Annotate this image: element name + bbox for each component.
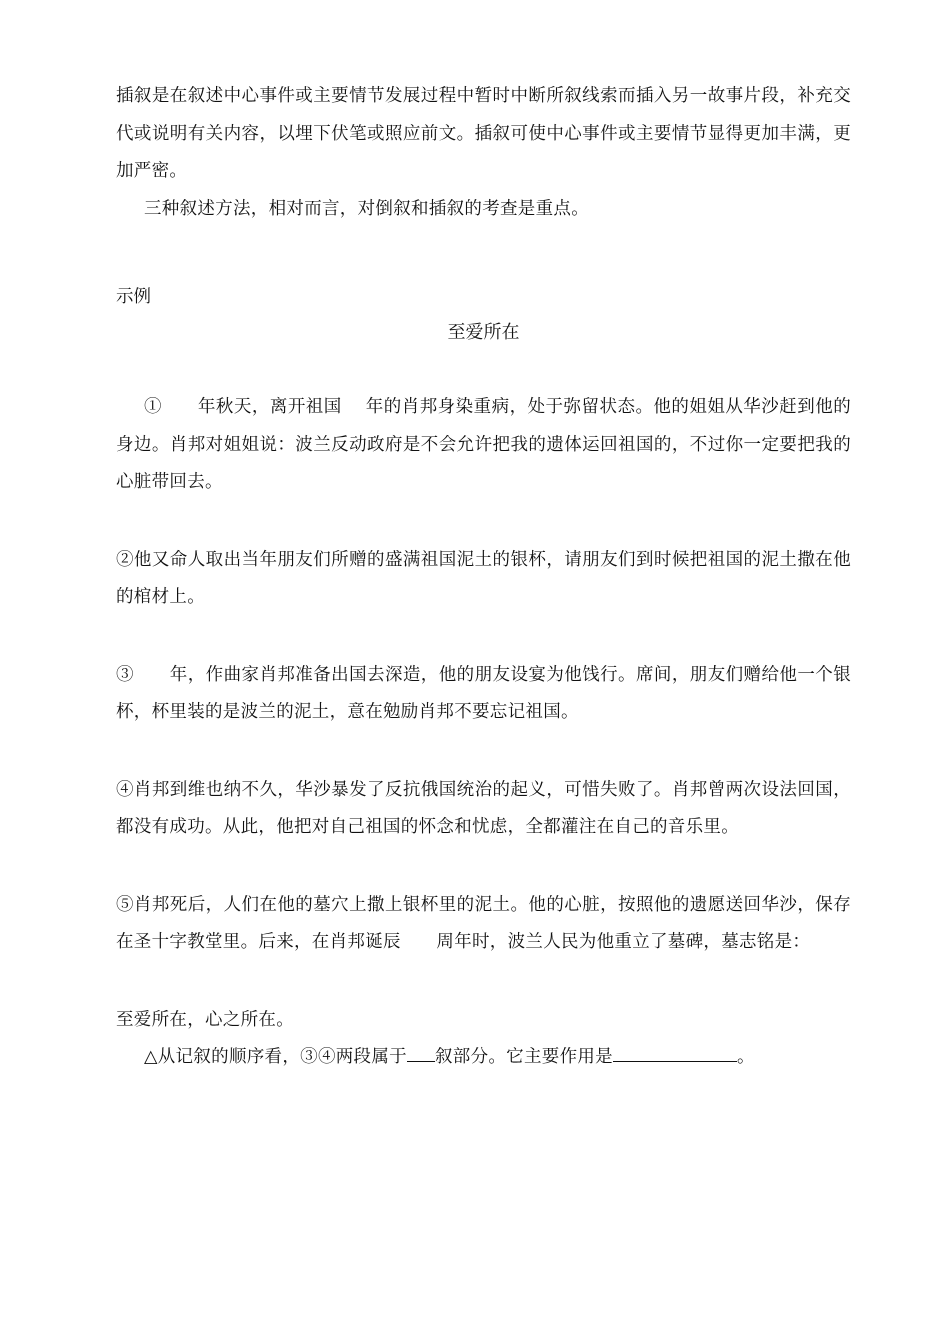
question-text-2: 叙部分。它主要作用是 (434, 1047, 613, 1067)
spacer (116, 962, 851, 1002)
example-title: 至爱所在 (447, 322, 520, 343)
example-paragraph-4: ④肖邦到维也纳不久，华沙暴发了反抗俄国统治的起义，可惜失败了。肖邦曾两次设法回国，都没有成功。从此，他把对自己祖国的怀念和忧虑，全都灌注在自己的音乐里。 (116, 779, 851, 837)
example-paragraph-2: ②他又命人取出当年朋友们所赠的盛满祖国泥土的银杯，请朋友们到时候把祖国的泥土撒在他的棺材上。 (116, 549, 851, 607)
intro-paragraph-insertion: 插叙是在叙述中心事件或主要情节发展过程中暂时中断所叙线索而插入另一故事片段，补充交代或说明有关内容，以埋下伏笔或照应前文。插叙可使中心事件或主要情节显得更加丰满，更加严密。 (116, 86, 851, 181)
spacer (116, 228, 851, 283)
epitaph: 至爱所在，心之所在。 (116, 1009, 294, 1030)
spacer (116, 502, 851, 542)
question (116, 1039, 851, 1077)
spacer (116, 349, 851, 389)
question-text-3: 。 (736, 1047, 755, 1067)
example-paragraph-1: ① 年秋天，离开祖国 年的肖邦身染重病，处于弥留状态。他的姐姐从华沙赶到他的身边。肖邦对姐姐说：波兰反动政府是不会允许把我的遗体运回祖国的，不过你一定要把我的心脏带回去。 (116, 397, 851, 492)
document-page (116, 78, 851, 1077)
example-paragraph-5: ⑤肖邦死后，人们在他的墓穴上撒上银杯里的泥土。他的心脏，按照他的遗愿送回华沙，保存在圣十字教堂里。后来，在肖邦诞辰 周年时，波兰人民为他重立了墓碑，墓志铭是： (116, 894, 851, 952)
answer-blank-long[interactable] (613, 1060, 737, 1062)
example-label: 示例 (116, 287, 151, 307)
spacer (116, 617, 851, 657)
spacer (116, 732, 851, 772)
spacer (116, 847, 851, 887)
question-text-1: △从记叙的顺序看，③④两段属于 (144, 1047, 407, 1067)
intro-paragraph-summary: 三种叙述方法，相对而言，对倒叙和插叙的考查是重点。 (144, 198, 589, 219)
answer-blank-short[interactable] (407, 1060, 435, 1062)
example-paragraph-3: ③ 年，作曲家肖邦准备出国去深造，他的朋友设宴为他饯行。席间，朋友们赠给他一个银杯，杯里装的是波兰的泥土，意在勉励肖邦不要忘记祖国。 (116, 664, 851, 722)
